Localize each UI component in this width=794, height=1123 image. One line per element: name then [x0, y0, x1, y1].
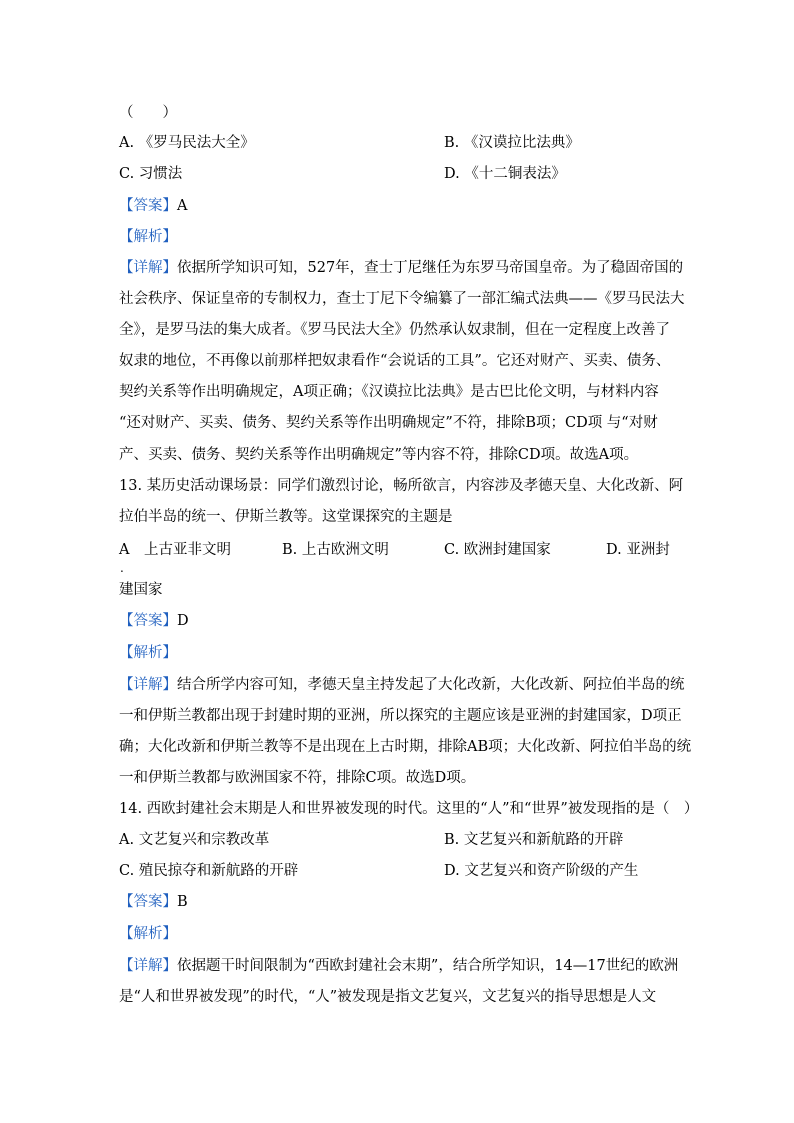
- q12-detail-line: 奴隶的地位，不再像以前那样把奴隶看作“会说话的工具”。它还对财产、买卖、债务、: [119, 353, 671, 369]
- q13-stem: 13. 某历史活动课场景：同学们激烈讨论，畅所欲言，内容涉及孝德天皇、大化改新、阿: [119, 478, 684, 494]
- q14-option-b: B. 文艺复兴和新航路的开辟: [444, 832, 624, 848]
- q14-stem: 14. 西欧封建社会末期是人和世界被发现的时代。这里的“人”和“世界”被发现指的是（ ）: [119, 801, 699, 817]
- q12-answer-line: [119, 196, 187, 216]
- detail-tag: 【详解】: [119, 260, 177, 276]
- q12-option-c: C. 习惯法: [119, 166, 183, 182]
- q12-detail-line: 社会秩序、保证皇帝的专制权力，查士丁尼下令编纂了一部汇编式法典——《罗马民法大: [119, 291, 685, 307]
- q13-option-d: D. 亚洲封: [606, 542, 670, 558]
- answer-tag: 【答案】: [119, 894, 177, 910]
- analysis-tag: 【解析】: [119, 645, 177, 661]
- q13-option-dot: .: [120, 561, 124, 575]
- answer-tag: 【答案】: [119, 198, 177, 214]
- q13-detail-text: 结合所学内容可知，孝德天皇主持发起了大化改新，大化改新、阿拉伯半岛的统: [177, 677, 685, 693]
- q13-detail-line: [119, 675, 685, 695]
- q12-detail-line: 契约关系等作出明确规定，A项正确；《汉谟拉比法典》是古巴比伦文明，与材料内容: [119, 384, 659, 400]
- q13-answer-line: [119, 611, 189, 631]
- q13-detail-line: 一和伊斯兰教都出现于封建时期的亚洲，所以探究的主题应该是亚洲的封建国家，D项正: [119, 708, 682, 724]
- q12-detail-line: “还对财产、买卖、债务、契约关系等作出明确规定”不符，排除B项；CD项 与“对财: [119, 415, 658, 431]
- q12-detail-text: 依据所学知识可知，527年，查士丁尼继任为东罗马帝国皇帝。为了稳固帝国的: [177, 260, 684, 276]
- answer-tag: 【答案】: [119, 613, 177, 629]
- q13-option-b: B. 上古欧洲文明: [282, 542, 389, 558]
- q14-option-d: D. 文艺复兴和资产阶级的产生: [444, 863, 639, 879]
- q14-analysis-tag: [119, 924, 177, 944]
- q14-option-c: C. 殖民掠夺和新航路的开辟: [119, 863, 299, 879]
- q13-option-a: A 上古亚非文明: [119, 542, 231, 558]
- analysis-tag: 【解析】: [119, 229, 177, 245]
- q12-detail-line: [119, 258, 683, 278]
- q14-option-a: A. 文艺复兴和宗教改革: [119, 832, 270, 848]
- q13-option-c: C. 欧洲封建国家: [444, 542, 551, 558]
- q13-stem: 拉伯半岛的统一、伊斯兰教等。这堂课探究的主题是: [119, 509, 453, 525]
- q12-option-a: A. 《罗马民法大全》: [119, 135, 255, 151]
- detail-tag: 【详解】: [119, 958, 177, 974]
- q14-detail-line: 是“人和世界被发现”的时代，“人”被发现是指文艺复兴，文艺复兴的指导思想是人文: [119, 989, 657, 1005]
- q14-answer: B: [177, 894, 188, 910]
- q12-answer: A: [177, 198, 188, 214]
- q13-detail-line: 一和伊斯兰教都与欧洲国家不符，排除C项。故选D项。: [119, 770, 476, 786]
- q12-option-d: D. 《十二铜表法》: [444, 166, 566, 182]
- q12-detail-line: 产、买卖、债务、契约关系等作出明确规定”等内容不符，排除CD项。故选A项。: [119, 447, 639, 463]
- q14-detail-text: 依据题干时间限制为“西欧封建社会末期”，结合所学知识，14—17世纪的欧洲: [177, 958, 679, 974]
- q12-option-b: B. 《汉谟拉比法典》: [444, 135, 580, 151]
- q13-option-wrap: 建国家: [119, 582, 163, 598]
- analysis-tag: 【解析】: [119, 926, 177, 942]
- q14-answer-line: [119, 892, 188, 912]
- q13-answer: D: [177, 613, 189, 629]
- q12-paren: （ ）: [119, 105, 177, 121]
- q12-analysis-tag: [119, 227, 177, 247]
- detail-tag: 【详解】: [119, 677, 177, 693]
- q12-detail-line: 全》，是罗马法的集大成者。《罗马民法大全》仍然承认奴隶制，但在一定程度上改善了: [119, 322, 670, 338]
- q14-detail-line: [119, 956, 678, 976]
- q13-analysis-tag: [119, 643, 177, 663]
- q13-detail-line: 确；大化改新和伊斯兰教等不是出现在上古时期，排除AB项；大化改新、阿拉伯半岛的统: [119, 739, 692, 755]
